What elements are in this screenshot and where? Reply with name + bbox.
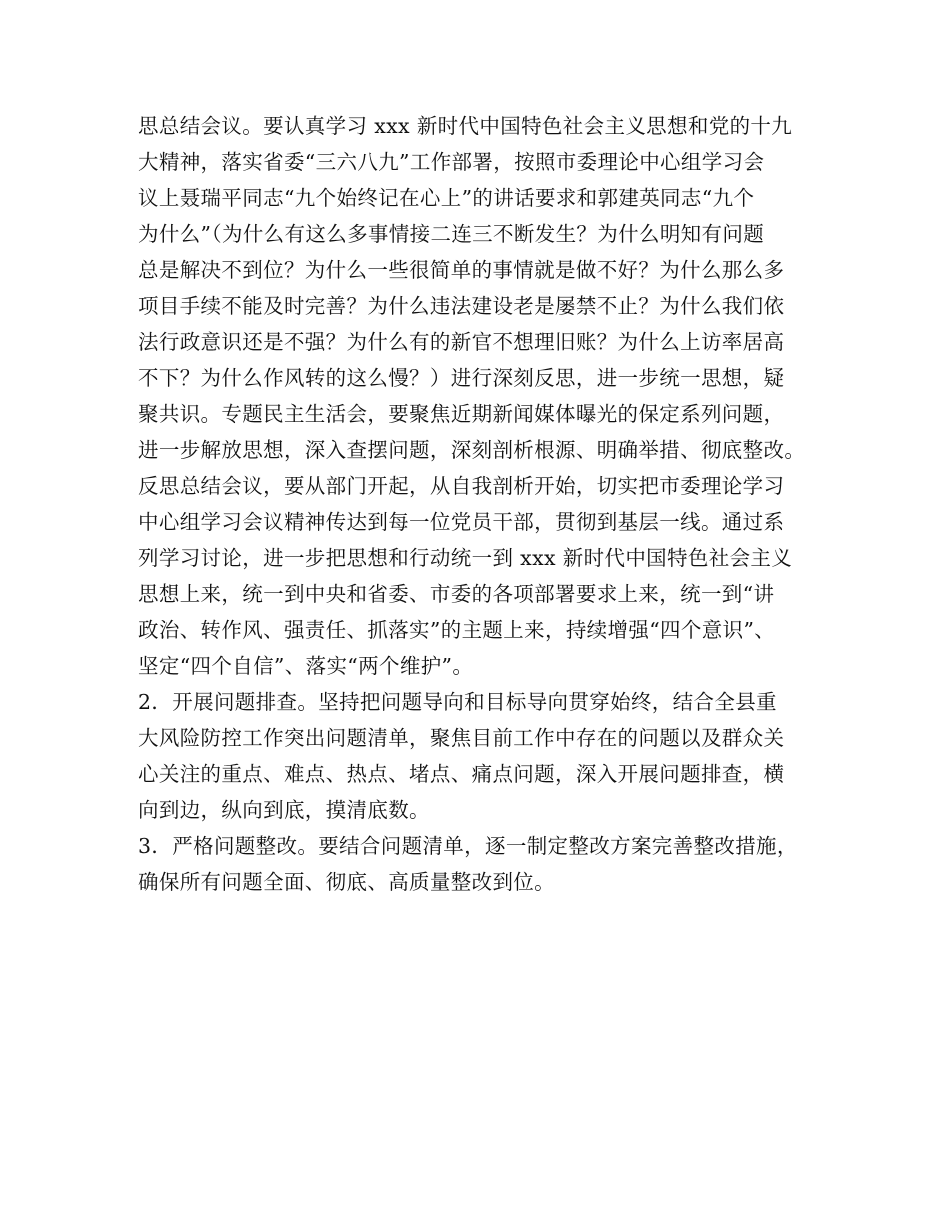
list-item-2-line: 2．开展问题排查。坚持把问题导向和目标导向贯穿始终，结合全县重	[138, 690, 777, 714]
text-line: 中心组学习会议精神传达到每一位党员干部，贯彻到基层一线。通过系	[138, 510, 785, 534]
text-line: 法行政意识还是不强？为什么有的新官不想理旧账？为什么上访率居高	[138, 330, 785, 354]
text-line: 大风险防控工作突出问题清单，聚焦目前工作中存在的问题以及群众关	[138, 726, 785, 750]
text-line: 心关注的重点、难点、热点、堵点、痛点问题，深入开展问题排查，横	[138, 762, 785, 786]
text-line: 进一步解放思想，深入查摆问题，深刻剖析根源、明确举措、彻底整改。	[138, 438, 806, 462]
list-item-3-line: 3．严格问题整改。要结合问题清单，逐一制定整改方案完善整改措施，	[138, 834, 798, 858]
text-line: 思想上来，统一到中央和省委、市委的各项部署要求上来，统一到“讲	[138, 582, 775, 606]
text-line: 反思总结会议，要从部门开起，从自我剖析开始，切实把市委理论学习	[138, 474, 785, 498]
text-line: 政治、转作风、强责任、抓落实”的主题上来，持续增强“四个意识”、	[138, 618, 776, 642]
text-line: 总是解决不到位？为什么一些很简单的事情就是做不好？为什么那么多	[138, 258, 785, 282]
text-line: 聚共识。专题民主生活会，要聚焦近期新闻媒体曝光的保定系列问题，	[138, 402, 785, 426]
text-line: 项目手续不能及时完善？为什么违法建设老是屡禁不止？为什么我们依	[138, 294, 785, 318]
text-line: 不下？为什么作风转的这么慢？）进行深刻反思，进一步统一思想，疑	[138, 366, 785, 390]
text-line: 坚定“四个自信”、落实“两个维护”。	[138, 654, 474, 678]
text-line: 思总结会议。要认真学习 xxx 新时代中国特色社会主义思想和党的十九	[138, 114, 793, 138]
text-line: 向到边，纵向到底，摸清底数。	[138, 798, 430, 822]
text-line: 确保所有问题全面、彻底、高质量整改到位。	[138, 870, 555, 894]
text-line: 为什么”（为什么有这么多事情接二连三不断发生？为什么明知有问题	[138, 222, 765, 246]
text-line: 议上聂瑞平同志“九个始终记在心上”的讲话要求和郭建英同志“九个	[138, 186, 755, 210]
document-body	[138, 108, 828, 900]
text-line: 大精神，落实省委“三六八九”工作部署，按照市委理论中心组学习会	[138, 150, 765, 174]
text-line: 列学习讨论，进一步把思想和行动统一到 xxx 新时代中国特色社会主义	[138, 546, 793, 570]
